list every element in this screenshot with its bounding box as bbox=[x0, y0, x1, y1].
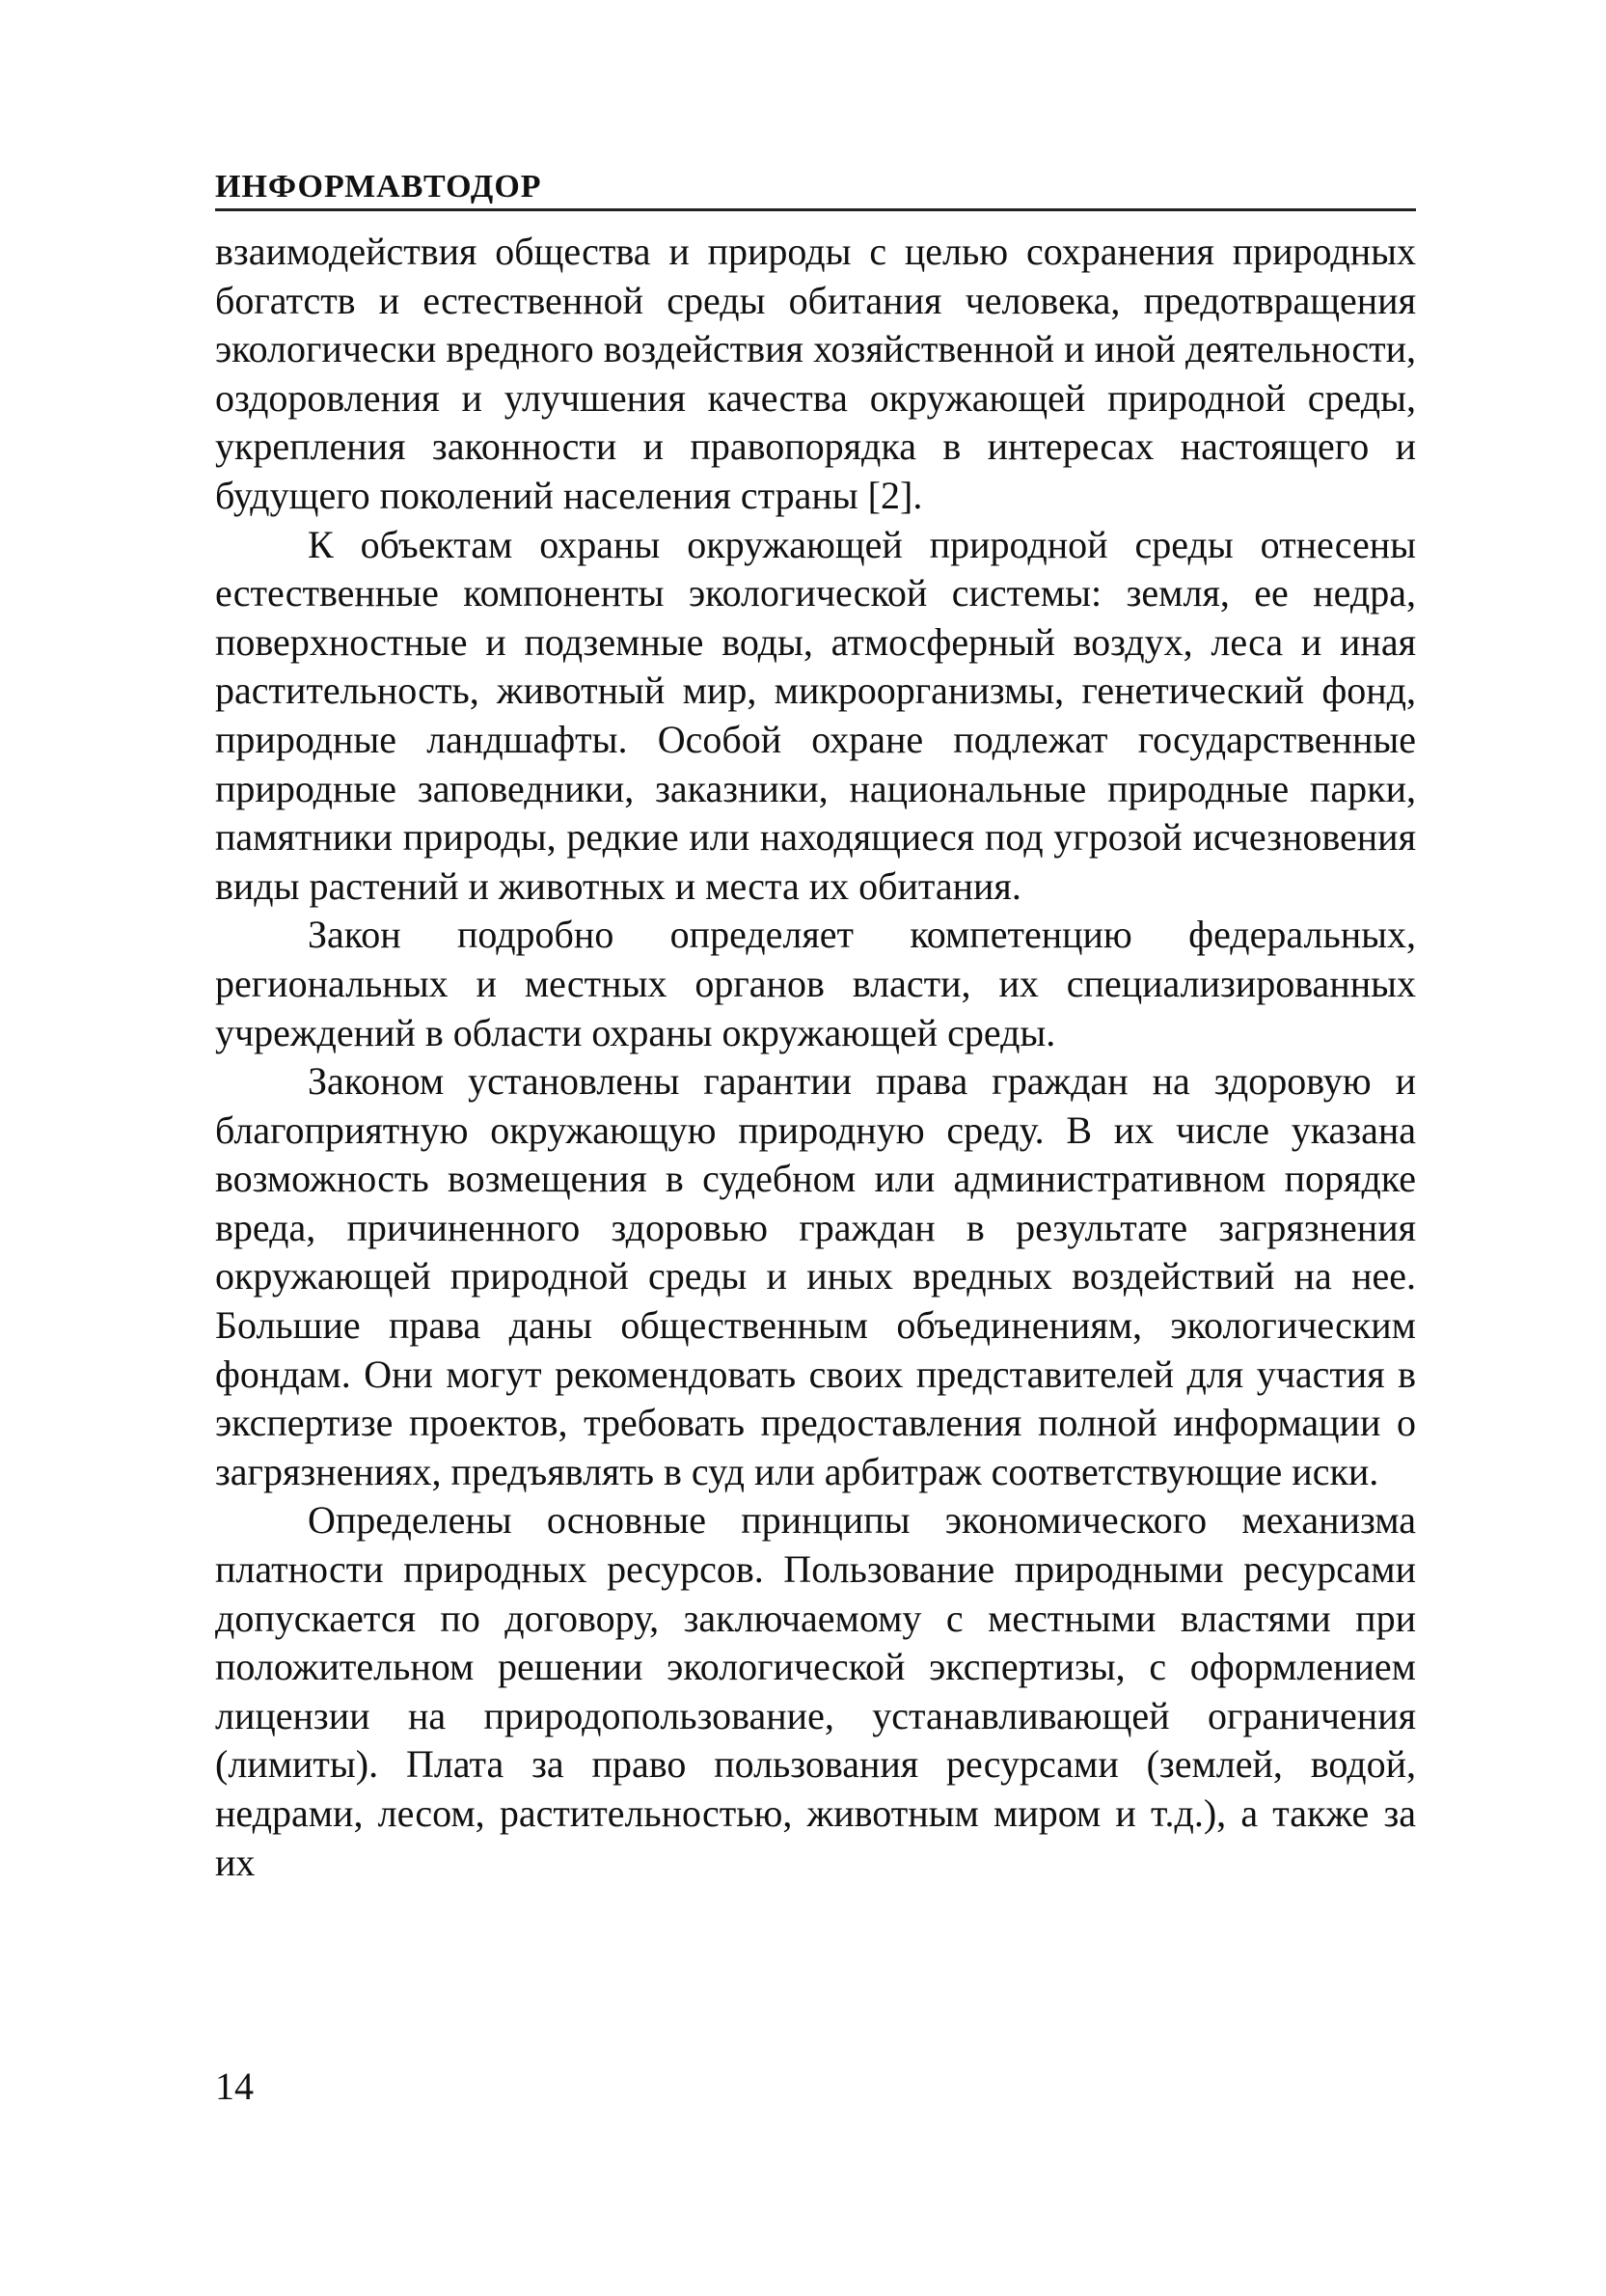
running-header bbox=[215, 170, 1416, 211]
header-title: ИНФОРМАВТОДОР bbox=[215, 169, 542, 205]
paragraph-citizen-rights: Законом установлены гарантии права граждан на здоровую и благоприятную окружающую природную среду. В их числе указана возможность возмещения в судебном или административном порядке вреда, причиненного здоровью граждан в результате загрязнения окружающей природной среды и иных вредных воздействий на нее. Большие права даны общественным объединениям, экологическим фондам. Они могут рекомендовать своих представителей для участия в экспертизе проектов, требовать предоставления полной информации о загрязнениях, предъявлять в суд или арбитраж соответствующие иски. bbox=[215, 1059, 1416, 1493]
paragraph-economic-mechanism: Определены основные принципы экономического механизма платности природных ресурсов. Пользование природными ресурсами допускается по договору, заключаемому с местными властями при положительном решении экологической экспертизы, с оформлением лицензии на природопользование, устанавливающей ограничения (лимиты). Плата за право пользования ресурсами (землей, водой, недрами, лесом, растительностью, животным миром и т.д.), а также за их bbox=[215, 1498, 1416, 1884]
page-number: 14 bbox=[215, 2064, 254, 2108]
body-text bbox=[215, 228, 1416, 1887]
paragraph-continuation: взаимодействия общества и природы с целью сохранения природных богатств и естественной среды обитания человека, предотвращения экологически вредного воздействия хозяйственной и иной деятельности, оздоровления и улучшения качества окружающей природной среды, укрепления законности и правопорядка в интересах настоящего и будущего поколений населения страны [2]. bbox=[215, 230, 1416, 517]
paragraph-protection-objects: К объектам охраны окружающей природной среды отнесены естественные компоненты экологической системы: земля, ее недра, поверхностные и подземные воды, атмосферный воздух, леса и иная растительность, животный мир, микроорганизмы, генетический фонд, природные ландшафты. Особой охране подлежат государственные природные заповедники, заказники, национальные природные парки, памятники природы, редкие или находящиеся под угрозой исчезновения виды растений и животных и места их обитания. bbox=[215, 522, 1416, 908]
paragraph-competence: Закон подробно определяет компетенцию федеральных, региональных и местных органов власти, их специализированных учреждений в области охраны окружающей среды. bbox=[215, 913, 1416, 1054]
